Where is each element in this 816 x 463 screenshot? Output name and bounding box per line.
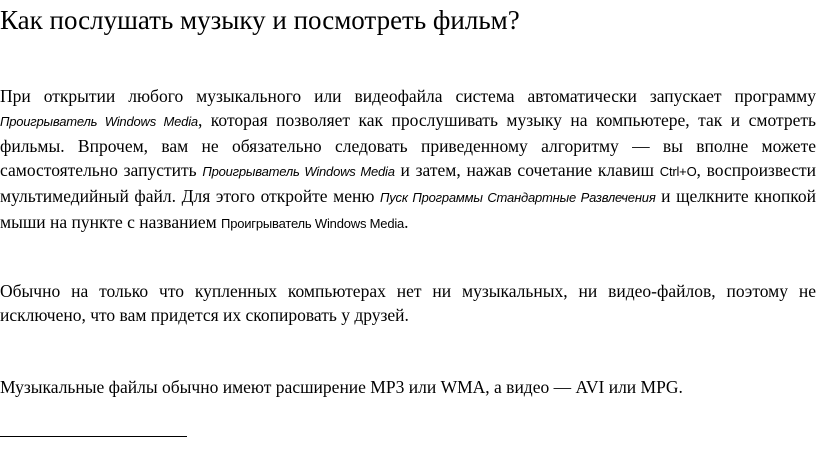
paragraph-text: При открытии любого музыкального или видеофайла система автоматически запускает программу	[0, 86, 816, 106]
app-name-windows-media-player: Проигрыватель Windows Media	[221, 216, 405, 231]
app-name-windows-media-player: Проигрыватель Windows Media	[0, 114, 198, 129]
menu-path: Пуск Программы Стандартные Развлечения	[380, 190, 656, 205]
paragraph-file-extensions: Музыкальные файлы обычно имеют расширение MP3 или WMA, а видео — AVI или MPG.	[0, 377, 683, 397]
paragraph-text: и щелкните кнопкой мыши на пункте с названием	[0, 186, 816, 232]
keyboard-shortcut: Ctrl+O	[659, 164, 697, 179]
app-name-windows-media-player: Проигрыватель Windows Media	[202, 164, 395, 179]
paragraph-no-files: Обычно на только что купленных компьютерах нет ни музыкальных, ни видео-файлов, поэтому не исключено, что вам придется их скопировать у друзей.	[0, 281, 816, 325]
page-title: Как послушать музыку и посмотреть фильм?	[0, 5, 520, 35]
paragraph-text: , которая позволяет как прослушивать музыку на компьютере, так и смотреть фильмы. Впрочем, вам не обязательно следовать приведенному алгоритму — вы вполне можете самостоятельно запустить	[0, 110, 816, 180]
paragraph-player-intro	[0, 84, 816, 236]
footnote-separator	[0, 436, 187, 437]
paragraph-text: , воспроизвести мультимедийный файл. Для этого откройте меню	[0, 160, 816, 206]
paragraph-text: и затем, нажав сочетание клавиш	[394, 160, 660, 180]
paragraph-text: .	[404, 212, 409, 232]
